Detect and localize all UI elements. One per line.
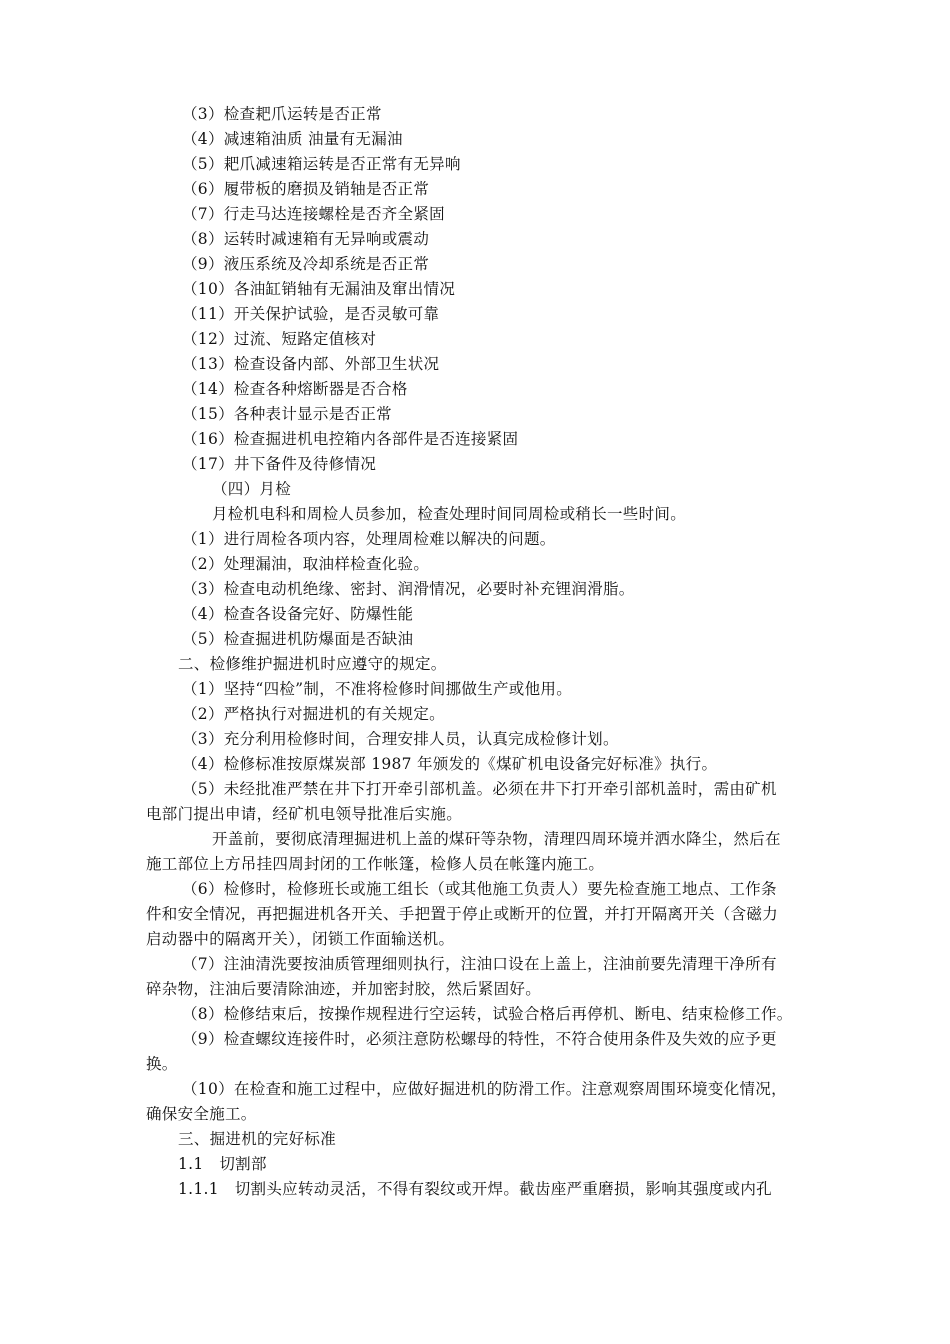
section2-item9-line1: （9）检查螺纹连接件时，必须注意防松螺母的特性，不符合使用条件及失效的应予更	[182, 1030, 777, 1048]
weekly-item: （5）耙爪减速箱运转是否正常有无异响	[182, 155, 461, 173]
section2-item10-line1: （10）在检查和施工过程中，应做好掘进机的防滑工作。注意观察周围环境变化情况，	[182, 1080, 787, 1098]
section2-item6-line1: （6）检修时，检修班长或施工组长（或其他施工负责人）要先检查施工地点、工作条	[182, 880, 777, 898]
section2-item7-line1: （7）注油清洗要按油质管理细则执行，注油口设在上盖上，注油前要先清理干净所有	[182, 955, 777, 973]
weekly-item: （13）检查设备内部、外部卫生状况	[182, 355, 440, 373]
monthly-item: （1）进行周检各项内容，处理周检难以解决的问题。	[182, 530, 556, 548]
section3-subheading: 1.1 切割部	[178, 1155, 267, 1173]
section2-item9-line2: 换。	[146, 1055, 178, 1073]
section2-item: （4）检修标准按原煤炭部 1987 年颁发的《煤矿机电设备完好标准》执行。	[182, 755, 718, 773]
section2-item6-line3: 启动器中的隔离开关），闭锁工作面输送机。	[146, 930, 455, 948]
weekly-item: （12）过流、短路定值核对	[182, 330, 377, 348]
weekly-item: （4）减速箱油质 油量有无漏油	[182, 130, 403, 148]
weekly-item: （8）运转时减速箱有无异响或震动	[182, 230, 430, 248]
section2-item8: （8）检修结束后，按操作规程进行空运转，试验合格后再停机、断电、结束检修工作。	[182, 1005, 793, 1023]
weekly-item: （9）液压系统及冷却系统是否正常	[182, 255, 430, 273]
section2-item7-line2: 碎杂物，注油后要清除油迹，并加密封胶，然后紧固好。	[146, 980, 542, 998]
monthly-heading: （四）月检	[212, 480, 292, 498]
section3-heading: 三、掘进机的完好标准	[178, 1130, 337, 1148]
weekly-item: （15）各种表计显示是否正常	[182, 405, 392, 423]
monthly-intro: 月检机电科和周检人员参加，检查处理时间同周检或稍长一些时间。	[212, 505, 687, 523]
section2-item: （3）充分利用检修时间，合理安排人员，认真完成检修计划。	[182, 730, 619, 748]
section2-item10-line2: 确保安全施工。	[146, 1105, 257, 1123]
monthly-item: （3）检查电动机绝缘、密封、润滑情况，必要时补充锂润滑脂。	[182, 580, 635, 598]
open-cover-line1: 开盖前，要彻底清理掘进机上盖的煤矸等杂物，清理四周环境并洒水降尘，然后在	[212, 830, 781, 848]
open-cover-line2: 施工部位上方吊挂四周封闭的工作帐篷，检修人员在帐篷内施工。	[146, 855, 605, 873]
weekly-item: （7）行走马达连接螺栓是否齐全紧固	[182, 205, 445, 223]
weekly-item: （6）履带板的磨损及销轴是否正常	[182, 180, 430, 198]
weekly-item: （11）开关保护试验，是否灵敏可靠	[182, 305, 440, 323]
weekly-item: （10）各油缸销轴有无漏油及窜出情况	[182, 280, 456, 298]
section2-item: （2）严格执行对掘进机的有关规定。	[182, 705, 445, 723]
monthly-item: （4）检查各设备完好、防爆性能	[182, 605, 414, 623]
weekly-item: （16）检查掘进机电控箱内各部件是否连接紧固	[182, 430, 519, 448]
section3-subitem-line1: 1.1.1 切割头应转动灵活，不得有裂纹或开焊。截齿座严重磨损，影响其强度或内孔	[178, 1180, 772, 1198]
weekly-item: （3）检查耙爪运转是否正常	[182, 105, 382, 123]
section2-item5-line2: 电部门提出申请，经矿机电领导批准后实施。	[146, 805, 463, 823]
section2-heading: 二、检修维护掘进机时应遵守的规定。	[178, 655, 447, 673]
section2-item: （1）坚持“四检”制，不准将检修时间挪做生产或他用。	[182, 680, 573, 698]
weekly-item: （14）检查各种熔断器是否合格	[182, 380, 408, 398]
section2-item6-line2: 件和安全情况，再把掘进机各开关、手把置于停止或断开的位置，并打开隔离开关（含磁力	[146, 905, 779, 923]
section2-item5-line1: （5）未经批准严禁在井下打开牵引部机盖。必须在井下打开牵引部机盖时，需由矿机	[182, 780, 777, 798]
monthly-item: （5）检查掘进机防爆面是否缺油	[182, 630, 414, 648]
weekly-item: （17）井下备件及待修情况	[182, 455, 377, 473]
monthly-item: （2）处理漏油，取油样检查化验。	[182, 555, 430, 573]
